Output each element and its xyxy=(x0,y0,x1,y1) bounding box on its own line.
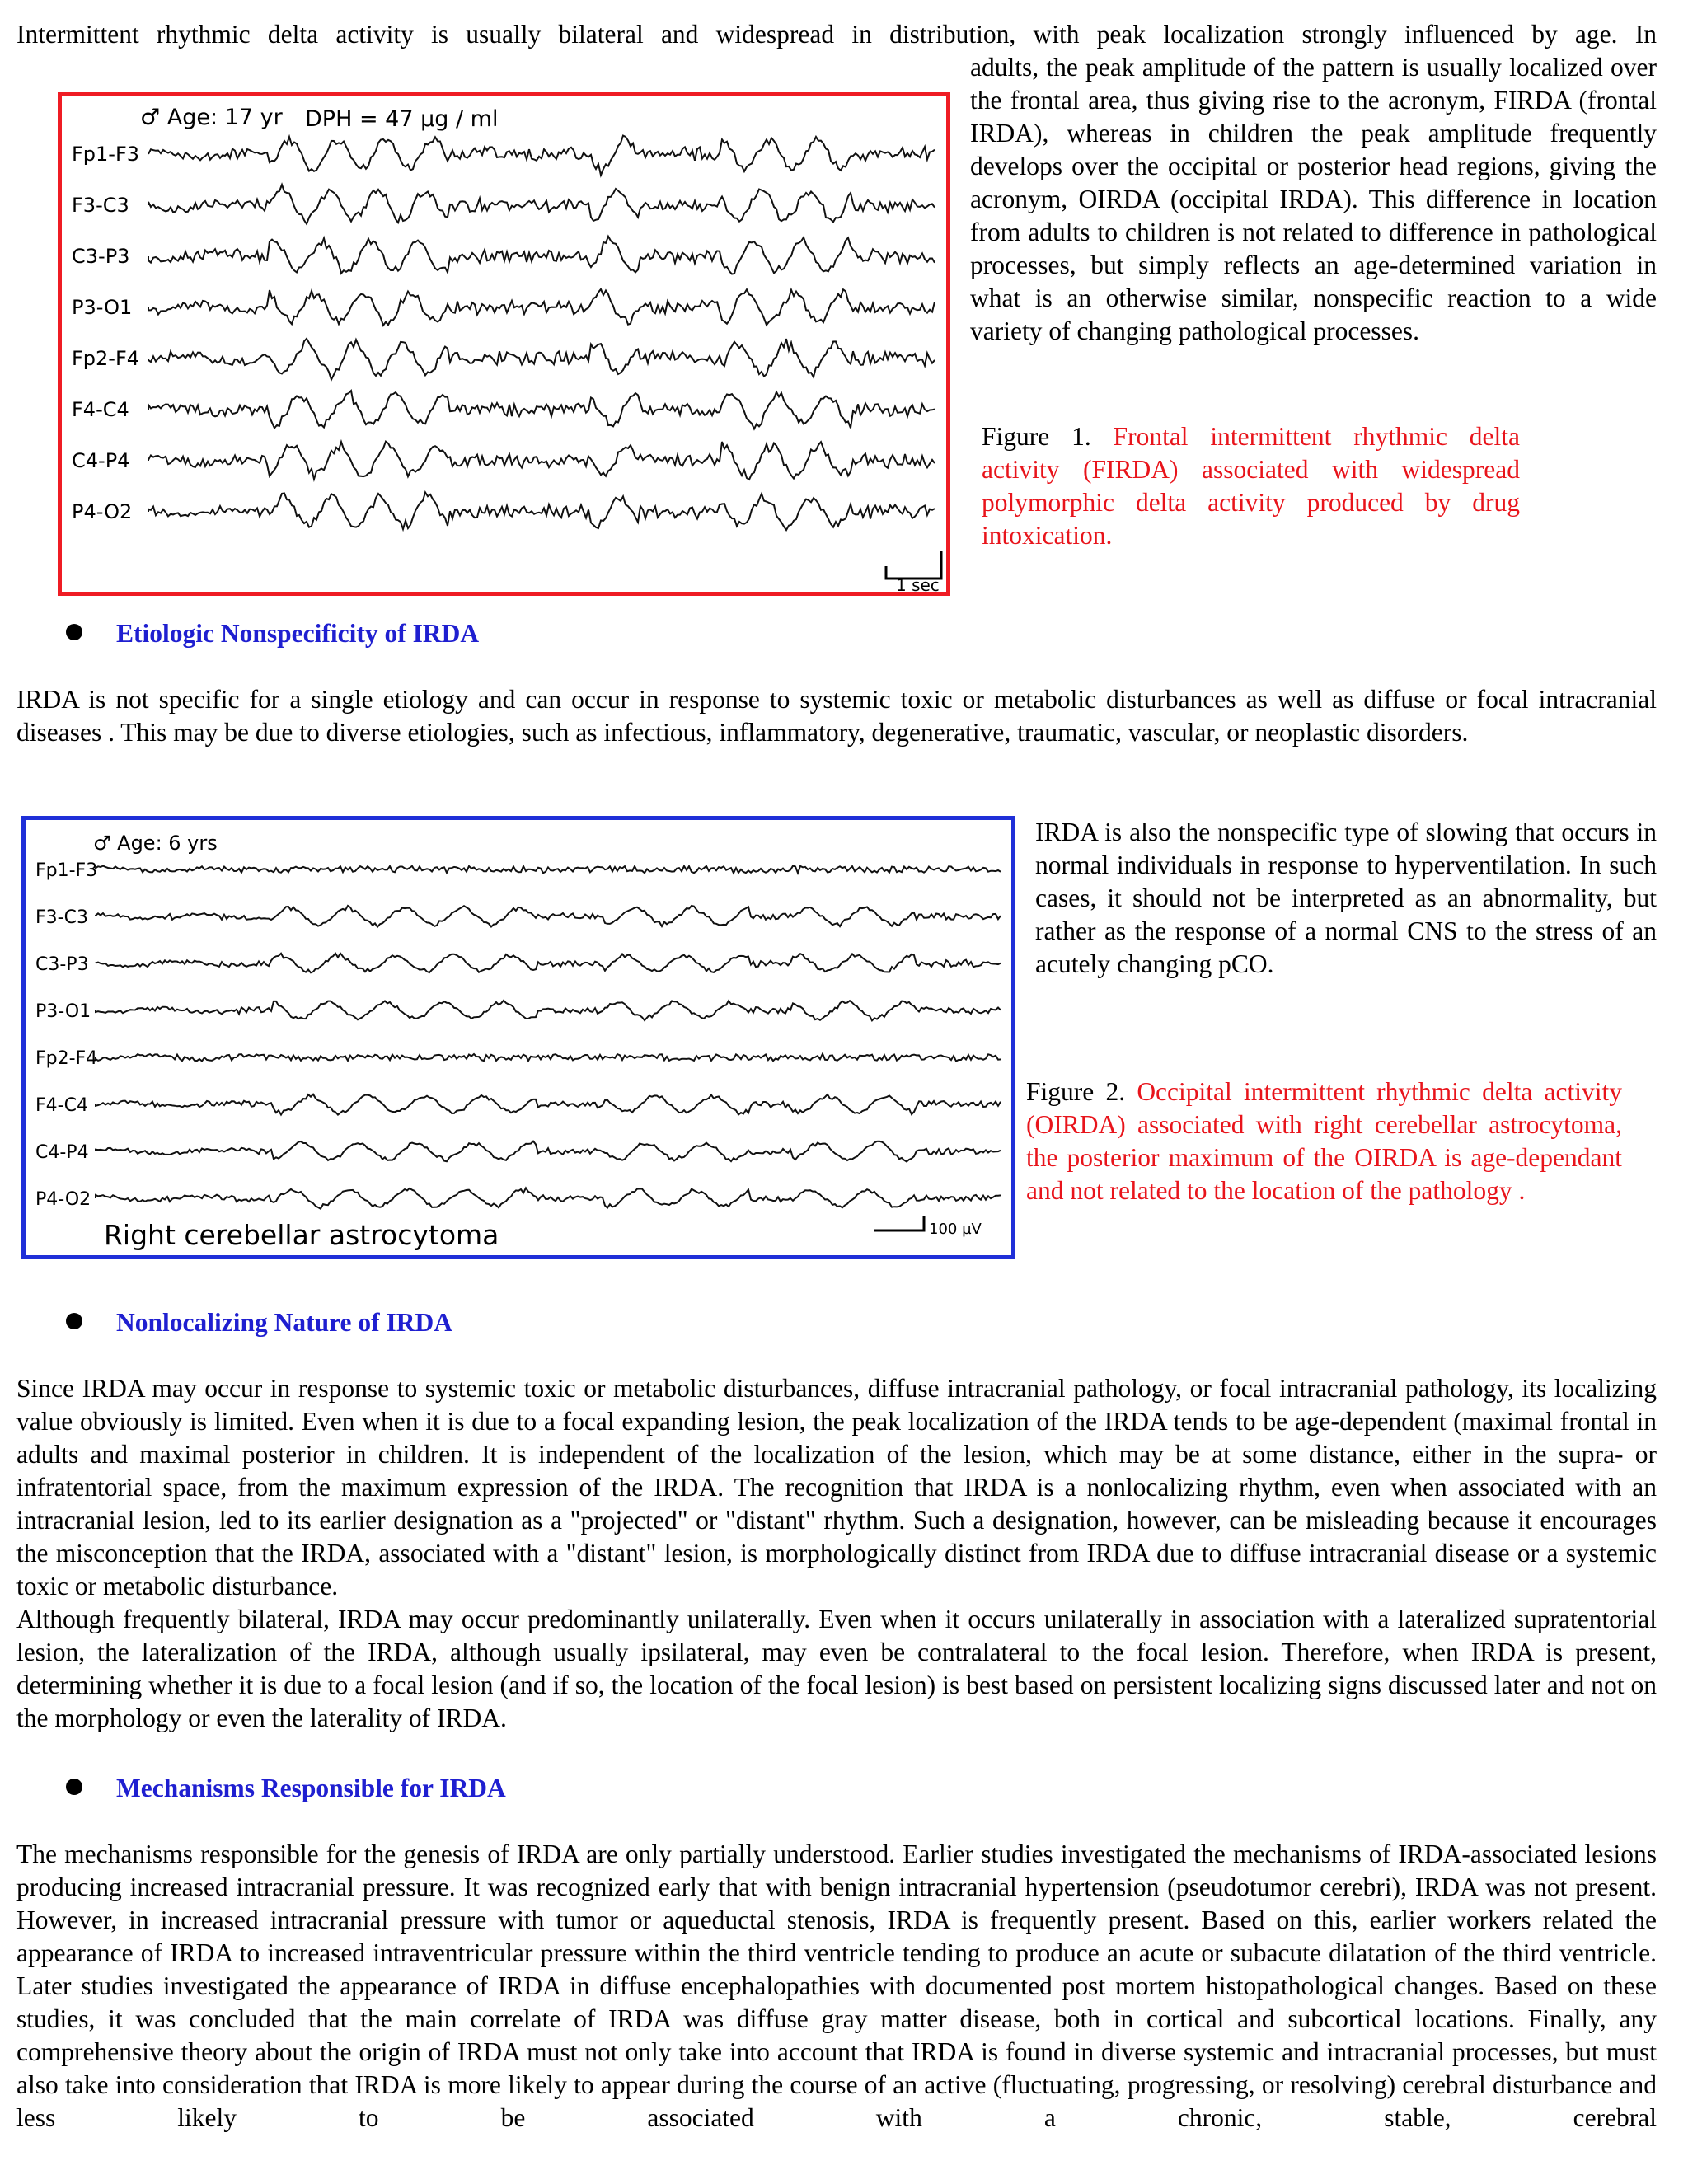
eeg-trace xyxy=(96,954,1001,973)
section-3-body: The mechanisms responsible for the genesis of IRDA are only partially understood. Earlier studies investigated the mechanisms of IRDA-associated lesions producing increased intracranial pressure. It was recognized early that with benign intracranial hypertension (pseudotumor cerebri), IRDA was not present. However, in increased intracranial pressure with tumor or aqueductal stenosis, IRDA is frequently present. Based on this, earlier workers related the appearance of IRDA to increased intraventricular pressure within the third ventricle tending to produce an acute or subacute dilatation of the third ventricle. Later studies investigated the appearance of IRDA in diffuse encephalopathies with documented post mortem histopathological changes. Based on these studies, it was concluded that the main correlate of IRDA was diffuse gray matter disease, both in cortical and subcortical locations. Finally, any comprehensive theory about the origin of IRDA must not only take into account that IRDA is found in diverse systemic and intracranial processes, but must also take into consideration that IRDA is more likely to appear during the course of an active (fluctuating, progressing, or resolving) cerebral disturbance and less likely to be associated with a chronic, stable, cerebral xyxy=(16,1840,1657,2132)
eeg-trace xyxy=(148,136,935,176)
eeg-channel-label: P4-O2 xyxy=(72,500,133,523)
figure-2-eeg-plot xyxy=(26,820,1011,1255)
section-1-body: IRDA is not specific for a single etiology and can occur in response to systemic toxic or metabolic disturbances as well as diffuse or focal intracranial diseases . This may be due to diverse etiologies, such as infectious, inflammatory, degenerative, traumatic, vascular, or neoplastic disorders. xyxy=(16,685,1657,747)
eeg-trace xyxy=(148,442,935,480)
eeg-channel-label: P3-O1 xyxy=(35,1001,91,1022)
figure-2-scale-bar xyxy=(874,1216,982,1238)
eeg-channel-label: F3-C3 xyxy=(72,194,129,217)
eeg-trace xyxy=(96,906,1001,927)
eeg-trace xyxy=(148,237,935,274)
figure-2-caption-text: Occipital intermittent rhythmic delta activity (OIRDA) associated with right cerebellar astrocytoma, the posterior maximum of the OIRDA is age-dependant and not related to the location of the pathology . xyxy=(1026,1077,1623,1205)
eeg-channel-label: F4-C4 xyxy=(72,398,129,421)
figure-2-eeg xyxy=(21,816,1015,1259)
eeg-trace xyxy=(148,391,935,429)
figure-1-eeg xyxy=(58,92,950,596)
section-2-paragraph-1: Since IRDA may occur in response to systemic toxic or metabolic disturbances, diffuse intracranial pathology, or focal intracranial pathology, its localizing value obviously is limited. Even when it is due to a focal expanding lesion, the peak localization of the IRDA tends to be age-dependent (maximal frontal in adults and maximal posterior in children. It is independent of the localization of the lesion, which may be at some distance, either in the supra- or infratentorial space, from the maximum expression of the IRDA. The recognition that IRDA is a nonlocalizing rhythm, even when associated with an intracranial lesion, led to its earlier designation as a "projected" or "distant" rhythm. Such a designation, however, can be misleading because it encourages the misconception that the IRDA, associated with a "distant" lesion, is morphologically distinct from IRDA due to diffuse intracranial disease or a systemic toxic or metabolic disturbance. xyxy=(16,1374,1657,1601)
eeg-channel-label: F4-C4 xyxy=(35,1095,88,1116)
eeg-trace xyxy=(148,492,935,530)
eeg-channel-label: C4-P4 xyxy=(35,1142,89,1163)
section-2-paragraph-2: Although frequently bilateral, IRDA may occur predominantly unilaterally. Even when it occurs unilaterally in association with a lateralized supratentorial lesion, the lateralization of the IRDA, although usually ipsilateral, may even be contralateral to the focal lesion. Therefore, when IRDA is present, determining whether it is due to a focal lesion (and if so, the location of the focal lesion) is best based on persistent localizing signs discussed later and not on the morphology or even the laterality of IRDA. xyxy=(16,1605,1657,1732)
eeg-channel-label: C3-P3 xyxy=(72,245,130,268)
eeg-channel-label: C3-P3 xyxy=(35,954,89,975)
eeg-trace xyxy=(148,289,935,326)
bullet-icon xyxy=(66,1313,82,1329)
figure-2-scale-label: 100 µV xyxy=(929,1221,982,1238)
eeg-trace xyxy=(96,866,1001,874)
section-heading-mechanisms: Mechanisms Responsible for IRDA xyxy=(116,1774,506,1802)
figure-1-scale-label: 1 sec xyxy=(896,575,940,592)
eeg-trace xyxy=(96,1094,1001,1115)
eeg-channel-label: F3-C3 xyxy=(35,907,88,928)
eeg-trace xyxy=(148,185,935,224)
eeg-channel-label: Fp1-F3 xyxy=(35,860,98,881)
figure-1-age-label: ♂ Age: 17 yr xyxy=(140,105,283,130)
figure-2-caption-label: Figure 2. xyxy=(1026,1077,1126,1106)
figure-1-caption-text: Frontal intermittent rhythmic delta activity (FIRDA) associated with widespread polymorphic delta activity produced by drug intoxication. xyxy=(982,422,1520,550)
figure-1-dosage-label: DPH = 47 µg / ml xyxy=(305,106,499,132)
eeg-trace xyxy=(96,1001,1001,1021)
figure-2-age-label: ♂ Age: 6 yrs xyxy=(93,832,218,855)
eeg-trace xyxy=(96,1054,1001,1062)
eeg-trace xyxy=(96,1141,1001,1162)
bullet-icon xyxy=(66,1779,82,1795)
figure-1-caption xyxy=(982,420,1520,552)
eeg-trace xyxy=(96,1188,1001,1208)
figure-2-caption xyxy=(1026,1076,1622,1207)
eeg-channel-label: Fp2-F4 xyxy=(72,347,140,370)
eeg-channel-label: P3-O1 xyxy=(72,296,133,319)
eeg-trace xyxy=(148,339,935,380)
figure-2-diagnosis-label: Right cerebellar astrocytoma xyxy=(104,1219,499,1251)
eeg-channel-label: C4-P4 xyxy=(72,449,130,472)
figure-1-caption-label: Figure 1. xyxy=(982,422,1091,451)
intro-right-column: adults, the peak amplitude of the pattern is usually localized over the frontal area, thus giving rise to the acronym, FIRDA (frontal IRDA), whereas in children the peak amplitude frequently develops over the occipital or posterior head regions, giving the acronym, OIRDA (occipital IRDA). This difference in location from adults to children is not related to difference in pathological processes, but simply reflects an age-determined variation in what is an otherwise similar, nonspecific reaction to a wide variety of changing pathological processes. xyxy=(970,53,1657,345)
section-1-right-column: IRDA is also the nonspecific type of slowing that occurs in normal individuals in response to hyperventilation. In such cases, it should not be interpreted as an abnormality, but rather as the response of a normal CNS to the stress of an acutely changing pCO. xyxy=(1035,818,1657,978)
eeg-channel-label: Fp1-F3 xyxy=(72,143,140,166)
bullet-icon xyxy=(66,624,82,640)
intro-first-line: Intermittent rhythmic delta activity is usually bilateral and widespread in distribution, with peak localization strongly influenced by age. In xyxy=(16,20,1657,49)
eeg-channel-label: Fp2-F4 xyxy=(35,1048,98,1069)
section-heading-etiologic: Etiologic Nonspecificity of IRDA xyxy=(116,619,480,648)
eeg-channel-label: P4-O2 xyxy=(35,1189,91,1210)
section-heading-nonlocalizing: Nonlocalizing Nature of IRDA xyxy=(116,1308,453,1337)
figure-1-scale-bar xyxy=(886,551,941,592)
figure-1-eeg-plot xyxy=(62,96,946,592)
